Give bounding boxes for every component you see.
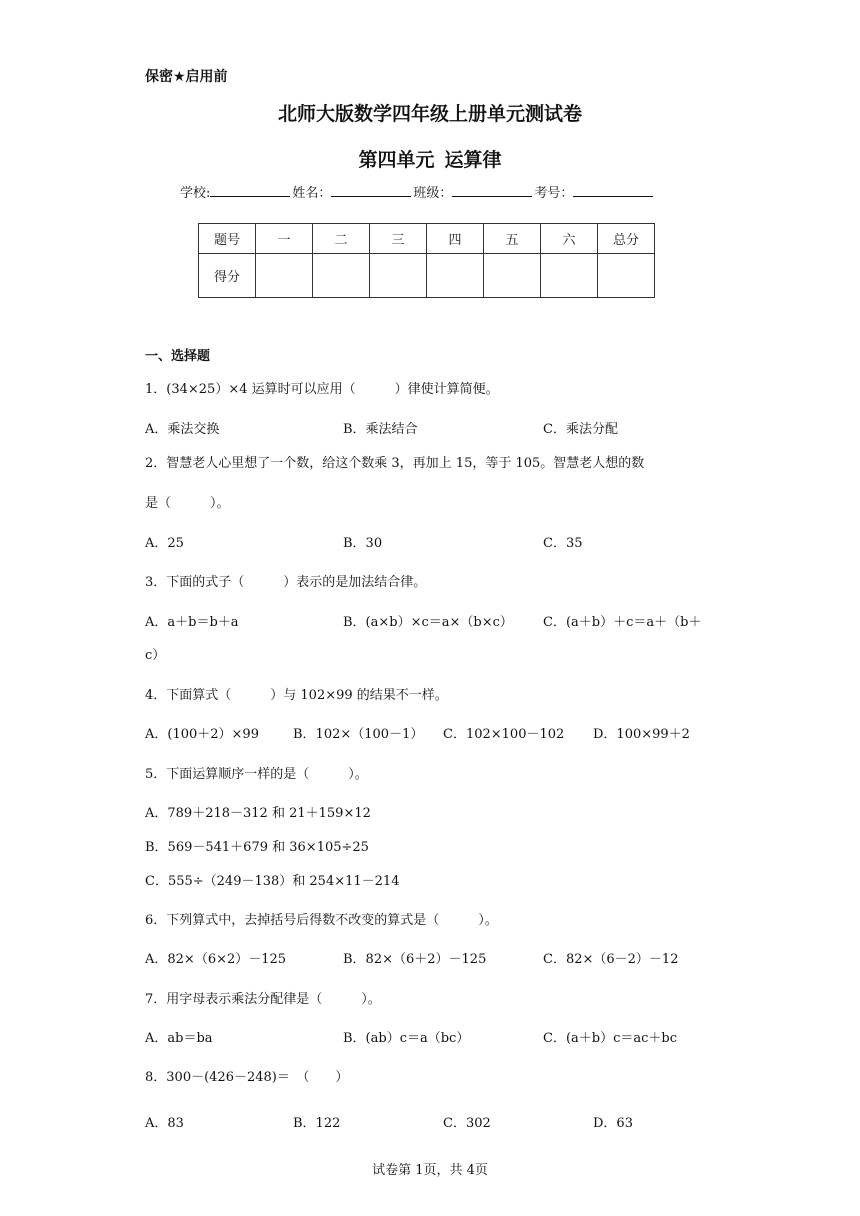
q8-option-c[interactable]: C．302: [443, 1116, 491, 1131]
q8-option-b[interactable]: B．122: [293, 1116, 341, 1131]
unit-number: 第四单元: [358, 149, 435, 171]
q8-option-d[interactable]: D．63: [593, 1116, 633, 1131]
question-4: 4．下面算式（ ）与 102×99 的结果不一样。: [145, 688, 448, 703]
score-table: [198, 223, 655, 298]
score-table-header-row: [199, 224, 655, 254]
score-cell: 五: [484, 224, 541, 254]
q1-option-a[interactable]: A．乘法交换: [145, 422, 220, 437]
q4-option-a[interactable]: A．(100＋2）×99: [145, 727, 259, 742]
q8-option-a[interactable]: A．83: [145, 1116, 184, 1131]
class-blank[interactable]: [452, 182, 532, 197]
question-7: 7．用字母表示乘法分配律是（ ）。: [145, 992, 381, 1007]
q7-option-c[interactable]: C．(a＋b）c＝ac＋bc: [543, 1031, 678, 1046]
q2-option-b[interactable]: B．30: [343, 536, 383, 551]
q5-option-c[interactable]: C．555÷（249－138）和 254×11－214: [145, 874, 400, 889]
score-input-cell[interactable]: [427, 254, 484, 298]
score-input-cell[interactable]: [541, 254, 598, 298]
score-input-cell[interactable]: [313, 254, 370, 298]
score-input-cell[interactable]: [598, 254, 655, 298]
confidential-label: 保密★启用前: [145, 69, 228, 85]
question-8: 8．300－(426－248)＝ （ ）: [145, 1070, 349, 1085]
score-cell: 得分: [199, 254, 256, 298]
score-cell: 一: [256, 224, 313, 254]
score-input-cell[interactable]: [256, 254, 313, 298]
unit-title: [0, 145, 860, 172]
q4-option-c[interactable]: C．102×100－102: [443, 727, 565, 742]
score-table-score-row: [199, 254, 655, 298]
name-blank[interactable]: [331, 182, 411, 197]
question-3: 3．下面的式子（ ）表示的是加法结合律。: [145, 575, 427, 590]
student-info-row: [180, 182, 655, 201]
question-5: 5．下面运算顺序一样的是（ ）。: [145, 767, 368, 782]
q6-option-a[interactable]: A．82×（6×2）－125: [145, 952, 287, 967]
q3-option-b[interactable]: B．(a×b）×c＝a×（b×c）: [343, 615, 513, 630]
score-cell: 六: [541, 224, 598, 254]
q3-option-a[interactable]: A．a＋b＝b＋a: [145, 615, 239, 630]
question-6: 6．下列算式中，去掉括号后得数不改变的算式是（ ）。: [145, 913, 498, 928]
score-cell: 二: [313, 224, 370, 254]
class-label: 班级：: [413, 186, 453, 201]
section-title: 一、选择题: [145, 349, 211, 364]
score-input-cell[interactable]: [484, 254, 541, 298]
q7-option-a[interactable]: A．ab＝ba: [145, 1031, 213, 1046]
score-cell: 总分: [598, 224, 655, 254]
score-cell: 三: [370, 224, 427, 254]
unit-topic: 运算律: [444, 149, 502, 171]
exam-number-blank[interactable]: [573, 182, 653, 197]
exam-title: 北师大版数学四年级上册单元测试卷: [277, 103, 582, 125]
q2-option-c[interactable]: C．35: [543, 536, 583, 551]
exam-number-label: 考号：: [534, 186, 574, 201]
question-2-cont: 是（ ）。: [145, 496, 230, 511]
school-label: 学校:: [180, 186, 211, 201]
q4-option-d[interactable]: D．100×99＋2: [593, 727, 690, 742]
q1-option-b[interactable]: B．乘法结合: [343, 422, 418, 437]
question-2: 2．智慧老人心里想了一个数，给这个数乘 3，再加上 15，等于 105。智慧老人想的数: [145, 456, 645, 471]
q4-option-b[interactable]: B．102×（100－1）: [293, 727, 424, 742]
question-1: 1．(34×25）×4 运算时可以应用（ ）律使计算简便。: [145, 382, 499, 397]
q3-option-c[interactable]: C．(a＋b）＋c＝a＋（b＋: [543, 615, 702, 630]
q2-option-a[interactable]: A．25: [145, 536, 184, 551]
page-footer: 试卷第 1页，共 4页: [372, 1163, 488, 1178]
q1-option-c[interactable]: C．乘法分配: [543, 422, 618, 437]
name-label: 姓名：: [292, 186, 332, 201]
q5-option-b[interactable]: B．569－541＋679 和 36×105÷25: [145, 840, 369, 855]
q6-option-b[interactable]: B．82×（6＋2）－125: [343, 952, 487, 967]
score-cell: 四: [427, 224, 484, 254]
q7-option-b[interactable]: B．(ab）c＝a（bc）: [343, 1031, 470, 1046]
school-blank[interactable]: [210, 182, 290, 197]
score-input-cell[interactable]: [370, 254, 427, 298]
score-cell: 题号: [199, 224, 256, 254]
q3-option-c-wrap: c）: [145, 648, 166, 663]
q5-option-a[interactable]: A．789＋218－312 和 21＋159×12: [145, 806, 371, 821]
q6-option-c[interactable]: C．82×（6－2）－12: [543, 952, 679, 967]
